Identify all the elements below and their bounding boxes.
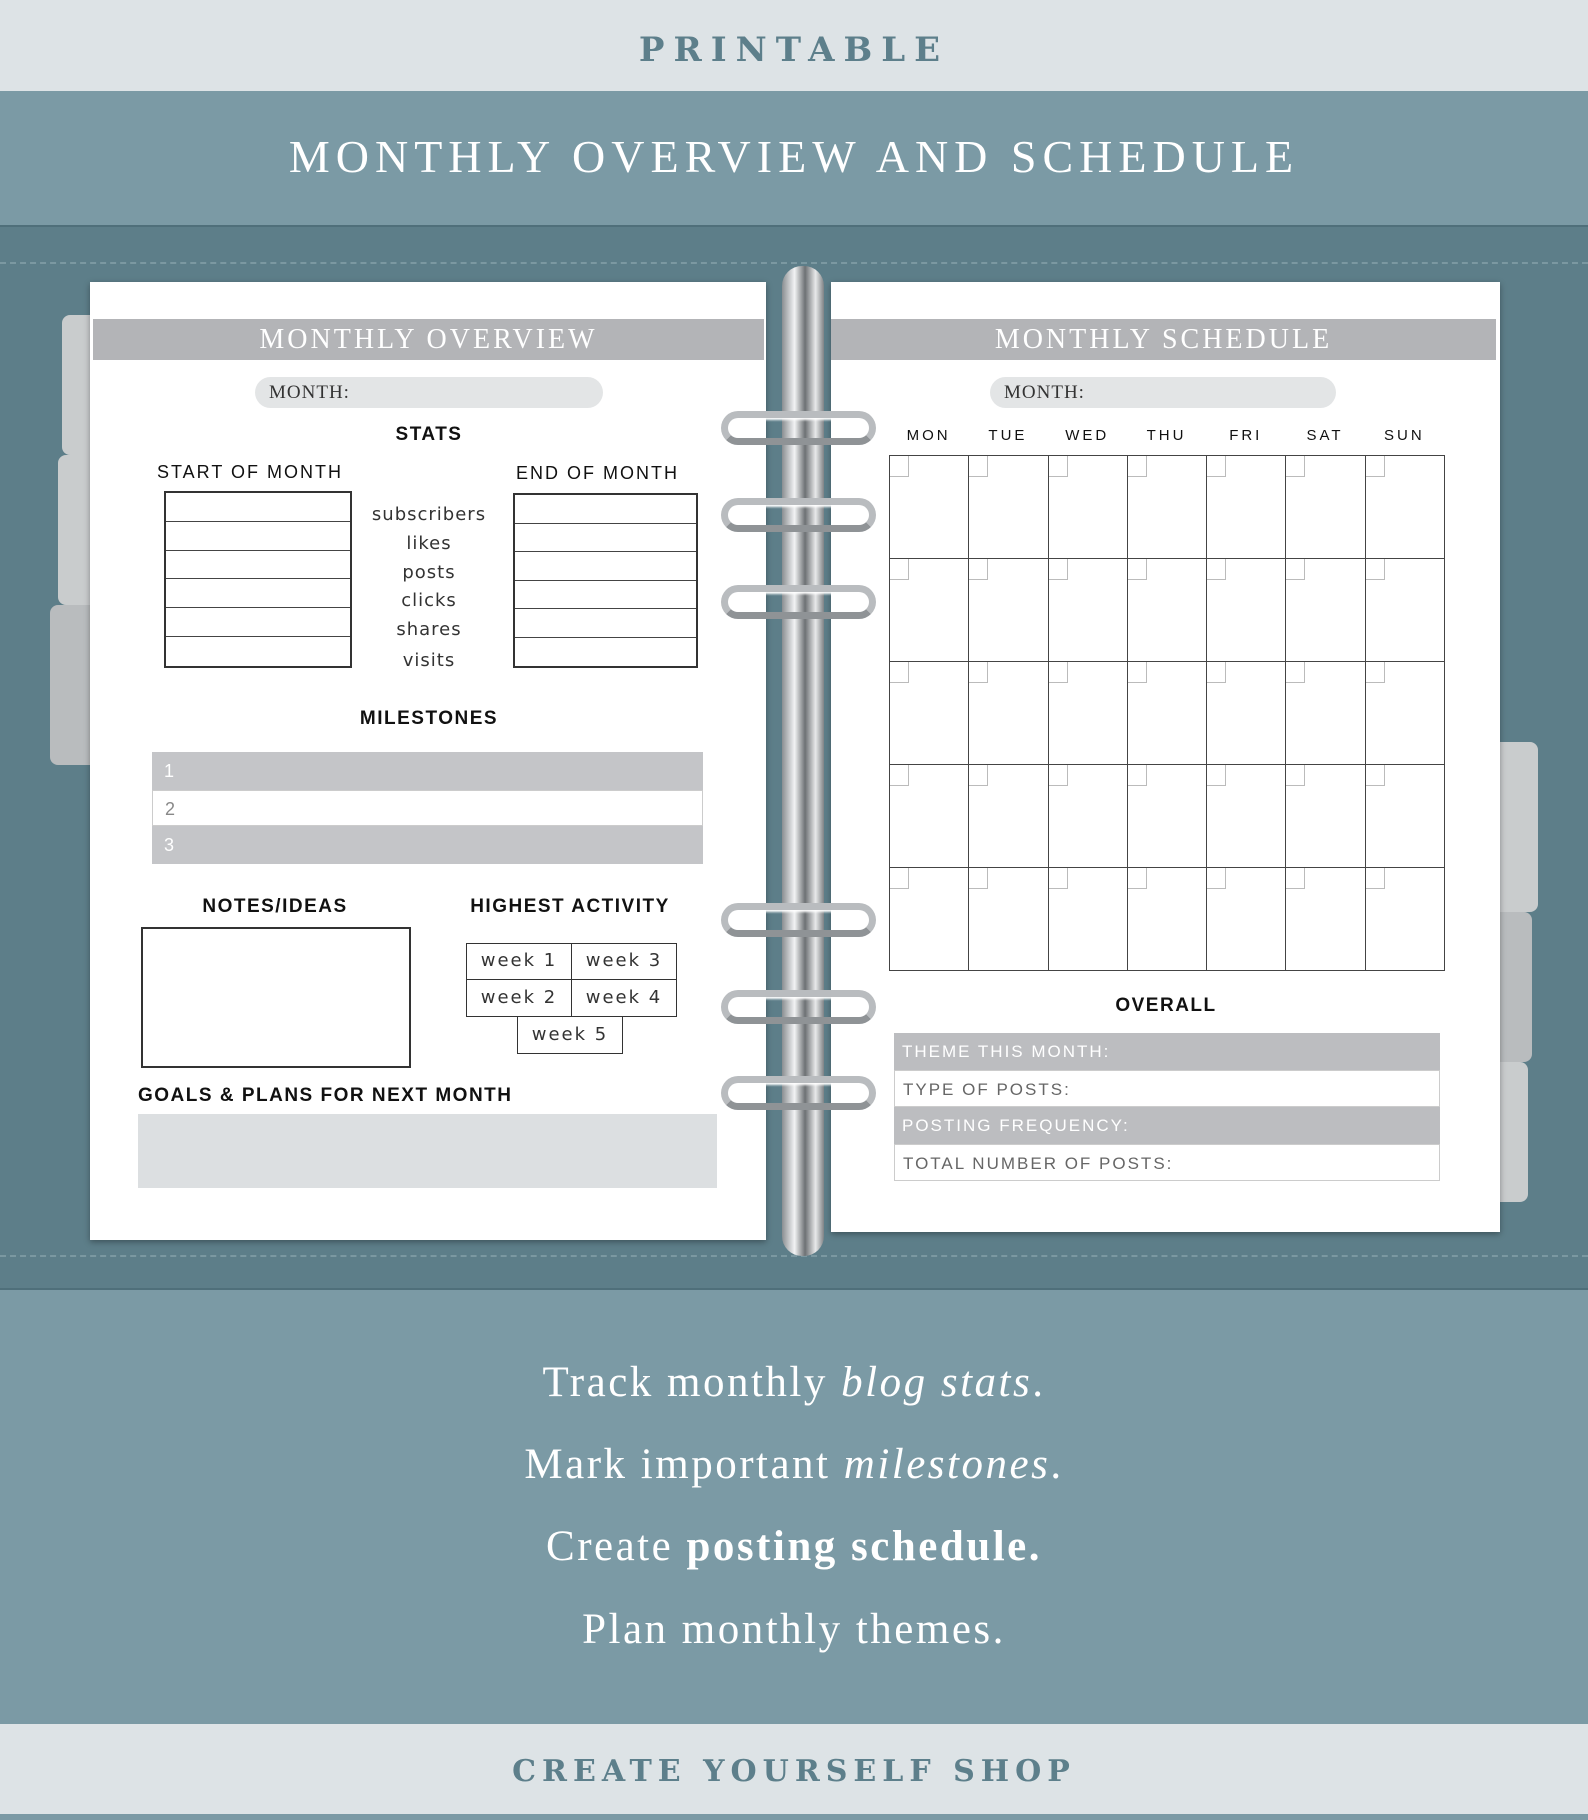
calendar-day-cell[interactable] <box>1285 558 1365 662</box>
calendar-day-cell[interactable] <box>1365 558 1445 662</box>
calendar-day-cell[interactable] <box>1365 455 1445 559</box>
calendar-day-cell[interactable] <box>1048 764 1128 868</box>
calendar-day-cell[interactable] <box>968 764 1048 868</box>
calendar-day-cell[interactable] <box>1048 455 1128 559</box>
overall-row-type[interactable]: TYPE OF POSTS: <box>894 1070 1440 1107</box>
weekday-mon: MON <box>906 427 951 444</box>
calendar-day-cell[interactable] <box>1285 764 1365 868</box>
binder-ring <box>721 903 876 937</box>
week-cell[interactable]: week 1 <box>466 943 572 980</box>
tagline-text: . <box>1050 1441 1064 1488</box>
bottom-banner <box>0 1724 1588 1814</box>
tagline-text: Create <box>546 1523 687 1570</box>
calendar-day-cell[interactable] <box>1285 867 1365 971</box>
schedule-header: MONTHLY SCHEDULE <box>831 319 1496 360</box>
calendar-day-cell[interactable] <box>1048 867 1128 971</box>
calendar-day-cell[interactable] <box>889 764 969 868</box>
overall-row-total[interactable]: TOTAL NUMBER OF POSTS: <box>894 1144 1440 1181</box>
week-cell[interactable]: week 5 <box>517 1016 623 1054</box>
calendar-day-cell[interactable] <box>1206 558 1286 662</box>
tagline-emphasis: milestones <box>843 1441 1051 1488</box>
binder-ring <box>721 990 876 1024</box>
calendar-day-cell[interactable] <box>1285 455 1365 559</box>
tagline-text: . <box>1032 1359 1046 1406</box>
calendar-day-cell[interactable] <box>1206 764 1286 868</box>
binder-ring <box>721 498 876 532</box>
calendar-day-cell[interactable] <box>1127 661 1207 765</box>
milestone-row[interactable]: 3 <box>152 826 703 864</box>
tagline-1 <box>0 1358 1588 1407</box>
overall-row-theme[interactable]: THEME THIS MONTH: <box>894 1033 1440 1070</box>
binder-ring <box>721 411 876 445</box>
goals-title: GOALS & PLANS FOR NEXT MONTH <box>138 1085 513 1106</box>
calendar-day-cell[interactable] <box>1048 558 1128 662</box>
binder-ring <box>721 585 876 619</box>
calendar-day-cell[interactable] <box>1048 661 1128 765</box>
weekday-wed: WED <box>1065 427 1110 444</box>
stat-label: clicks <box>401 590 457 611</box>
stat-label: shares <box>396 619 462 640</box>
calendar-day-cell[interactable] <box>968 455 1048 559</box>
printable-label: PRINTABLE <box>638 30 950 70</box>
overview-header: MONTHLY OVERVIEW <box>93 319 764 360</box>
calendar-day-cell[interactable] <box>1127 558 1207 662</box>
calendar-day-cell[interactable] <box>1206 661 1286 765</box>
calendar-day-cell[interactable] <box>889 661 969 765</box>
schedule-month-field[interactable]: MONTH: <box>990 377 1336 408</box>
overall-row-frequency[interactable]: POSTING FREQUENCY: <box>894 1107 1440 1144</box>
weekday-fri: FRI <box>1229 427 1263 444</box>
week-cell[interactable]: week 4 <box>571 979 677 1017</box>
weekday-sat: SAT <box>1306 427 1344 444</box>
stitch-line <box>0 262 1588 264</box>
highest-activity-title: HIGHEST ACTIVITY <box>470 896 670 917</box>
overall-title: OVERALL <box>1115 995 1217 1016</box>
stat-label: posts <box>402 562 456 583</box>
shop-name: CREATE YOURSELF SHOP <box>512 1754 1076 1789</box>
main-title: MONTHLY OVERVIEW AND SCHEDULE <box>288 131 1300 182</box>
calendar-day-cell[interactable] <box>1127 455 1207 559</box>
calendar-day-cell[interactable] <box>968 867 1048 971</box>
tagline-3 <box>0 1522 1588 1571</box>
tagline-text: Track monthly <box>542 1359 842 1406</box>
calendar-day-cell[interactable] <box>1365 764 1445 868</box>
notes-box[interactable] <box>141 927 411 1068</box>
top-banner <box>0 0 1588 91</box>
calendar-day-cell[interactable] <box>1127 764 1207 868</box>
stat-label: likes <box>406 533 452 554</box>
calendar-day-cell[interactable] <box>889 558 969 662</box>
milestone-row[interactable]: 2 <box>152 790 703 826</box>
goals-box[interactable] <box>138 1114 717 1188</box>
stats-title: STATS <box>395 424 463 445</box>
end-of-month-label: END OF MONTH <box>516 463 679 483</box>
weekday-thu: THU <box>1146 427 1187 444</box>
week-cell[interactable]: week 3 <box>571 943 677 980</box>
binder-ring <box>721 1076 876 1110</box>
stat-label: visits <box>402 650 456 671</box>
tagline-4: Plan monthly themes. <box>582 1606 1006 1653</box>
notes-title: NOTES/IDEAS <box>202 896 348 917</box>
calendar-day-cell[interactable] <box>889 455 969 559</box>
month-field[interactable]: MONTH: <box>255 377 603 408</box>
tagline-emphasis: blog stats <box>841 1359 1033 1406</box>
tagline-emphasis: posting schedule. <box>686 1523 1042 1570</box>
week-cell[interactable]: week 2 <box>466 979 572 1017</box>
calendar-day-cell[interactable] <box>1206 867 1286 971</box>
calendar-day-cell[interactable] <box>1127 867 1207 971</box>
tagline-text: Mark important <box>524 1441 844 1488</box>
calendar-day-cell[interactable] <box>1365 867 1445 971</box>
calendar-day-cell[interactable] <box>1206 455 1286 559</box>
calendar-day-cell[interactable] <box>1365 661 1445 765</box>
start-of-month-label: START OF MONTH <box>157 462 344 482</box>
start-stats-box[interactable] <box>164 491 352 668</box>
calendar-day-cell[interactable] <box>889 867 969 971</box>
calendar-day-cell[interactable] <box>1285 661 1365 765</box>
stat-label: subscribers <box>371 504 487 525</box>
weekday-tue: TUE <box>988 427 1028 444</box>
stitch-line <box>0 1255 1588 1257</box>
milestone-row[interactable]: 1 <box>152 752 703 790</box>
milestones-title: MILESTONES <box>359 708 499 729</box>
weekday-sun: SUN <box>1384 427 1425 444</box>
end-stats-box[interactable] <box>513 493 698 668</box>
tagline-2 <box>0 1440 1588 1489</box>
calendar-day-cell[interactable] <box>968 558 1048 662</box>
calendar-day-cell[interactable] <box>968 661 1048 765</box>
